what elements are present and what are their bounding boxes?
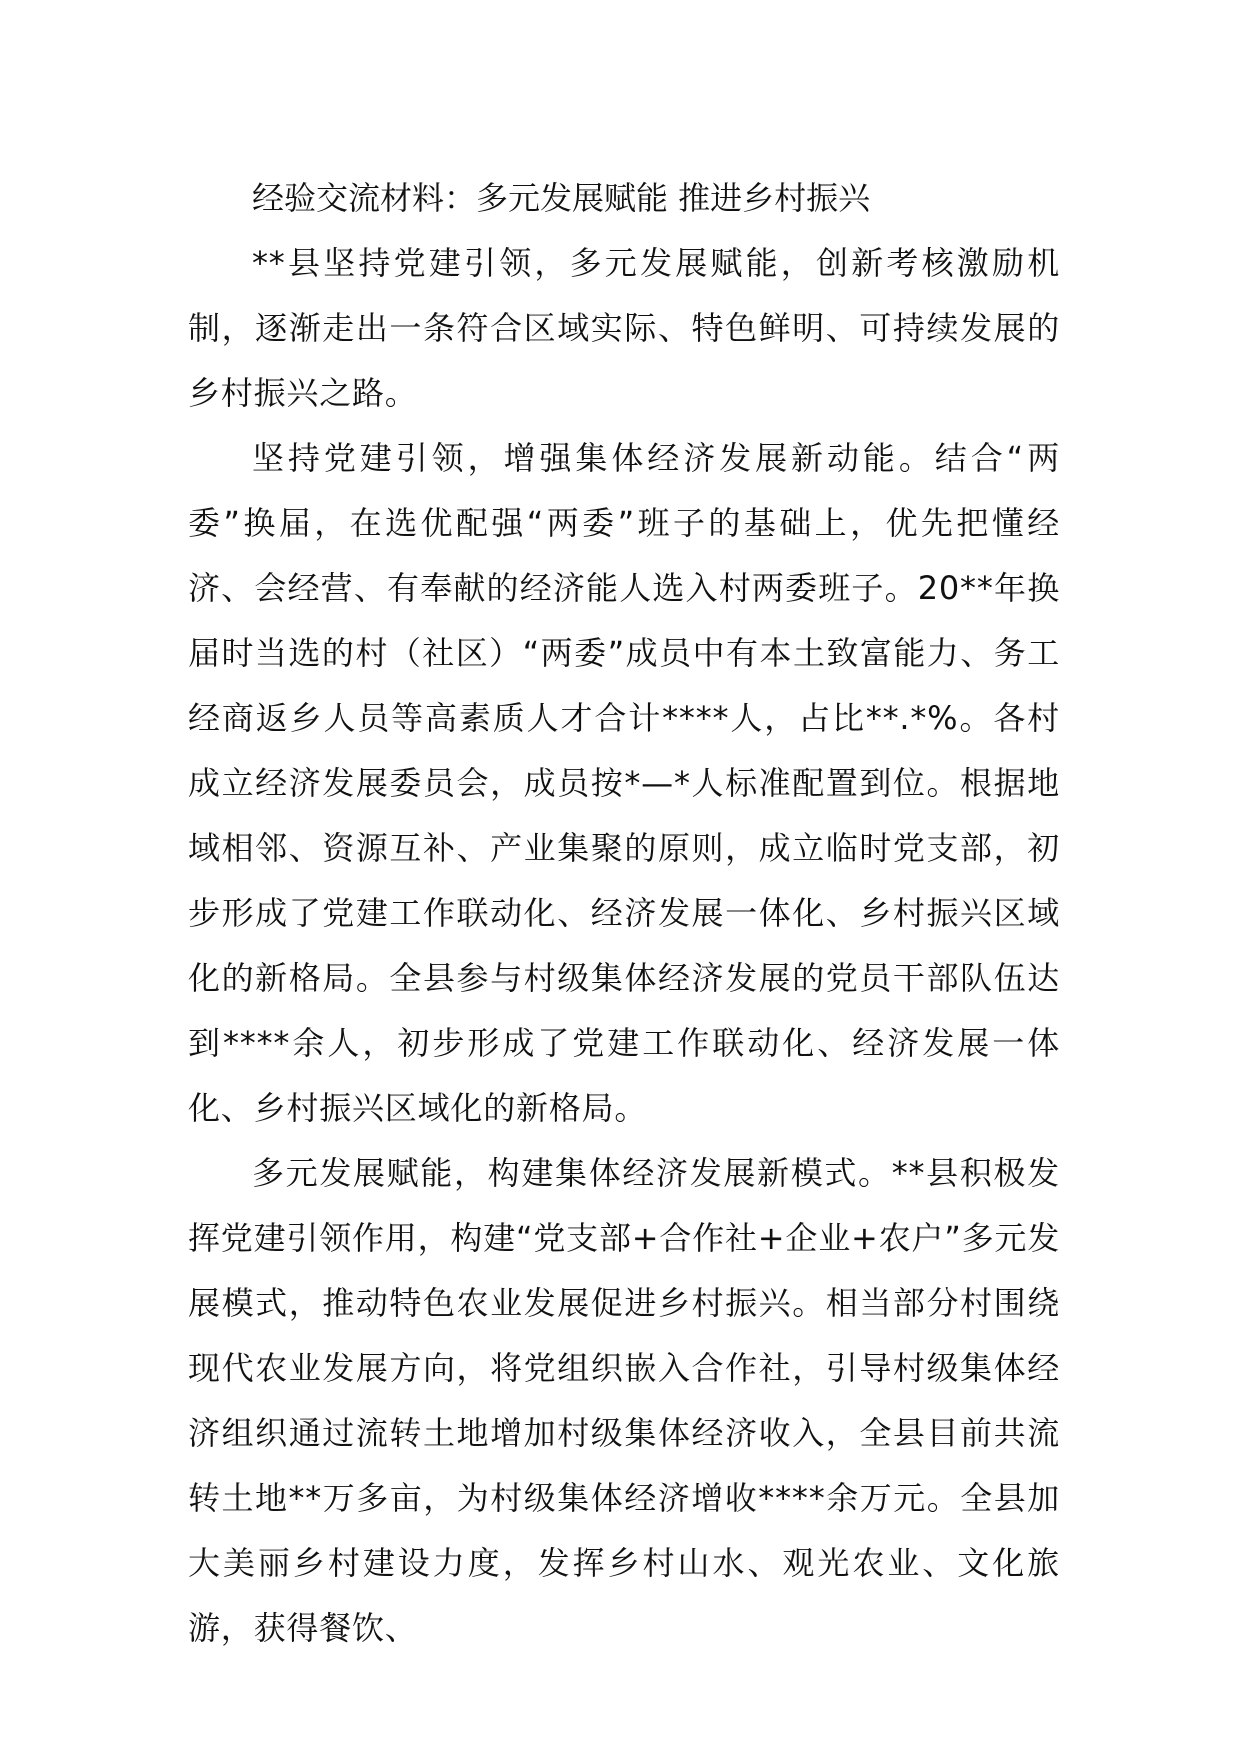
paragraph-party-leadership: 坚持党建引领，增强集体经济发展新动能。结合“两委”换届，在选优配强“两委”班子的基础上，优先把懂经济、会经营、有奉献的经济能人选入村两委班子。20**年换届时当选的村（社区）“两委”成员中有本土致富能力、务工经商返乡人员等高素质人才合计****人，占比**.*%。各村成立经济发展委员会，成员按*—*人标准配置到位。根据地域相邻、资源互补、产业集聚的原则，成立临时党支部，初步形成了党建工作联动化、经济发展一体化、乡村振兴区域化的新格局。全县参与村级集体经济发展的党员干部队伍达到****余人，初步形成了党建工作联动化、经济发展一体化、乡村振兴区域化的新格局。: [188, 439, 1060, 1127]
paragraph-intro: **县坚持党建引领，多元发展赋能，创新考核激励机制，逐渐走出一条符合区域实际、特色鲜明、可持续发展的乡村振兴之路。: [188, 244, 1060, 412]
paragraph-diversified-development: 多元发展赋能，构建集体经济发展新模式。**县积极发挥党建引领作用，构建“党支部+合作社+企业+农户”多元发展模式，推动特色农业发展促进乡村振兴。相当部分村围绕现代农业发展方向，将党组织嵌入合作社，引导村级集体经济组织通过流转土地增加村级集体经济收入，全县目前共流转土地**万多亩，为村级集体经济增收****余万元。全县加大美丽乡村建设力度，发挥乡村山水、观光农业、文化旅游，获得餐饮、: [188, 1154, 1060, 1647]
document-title: 经验交流材料：多元发展赋能 推进乡村振兴: [252, 179, 871, 217]
document-page: [188, 166, 1060, 1661]
